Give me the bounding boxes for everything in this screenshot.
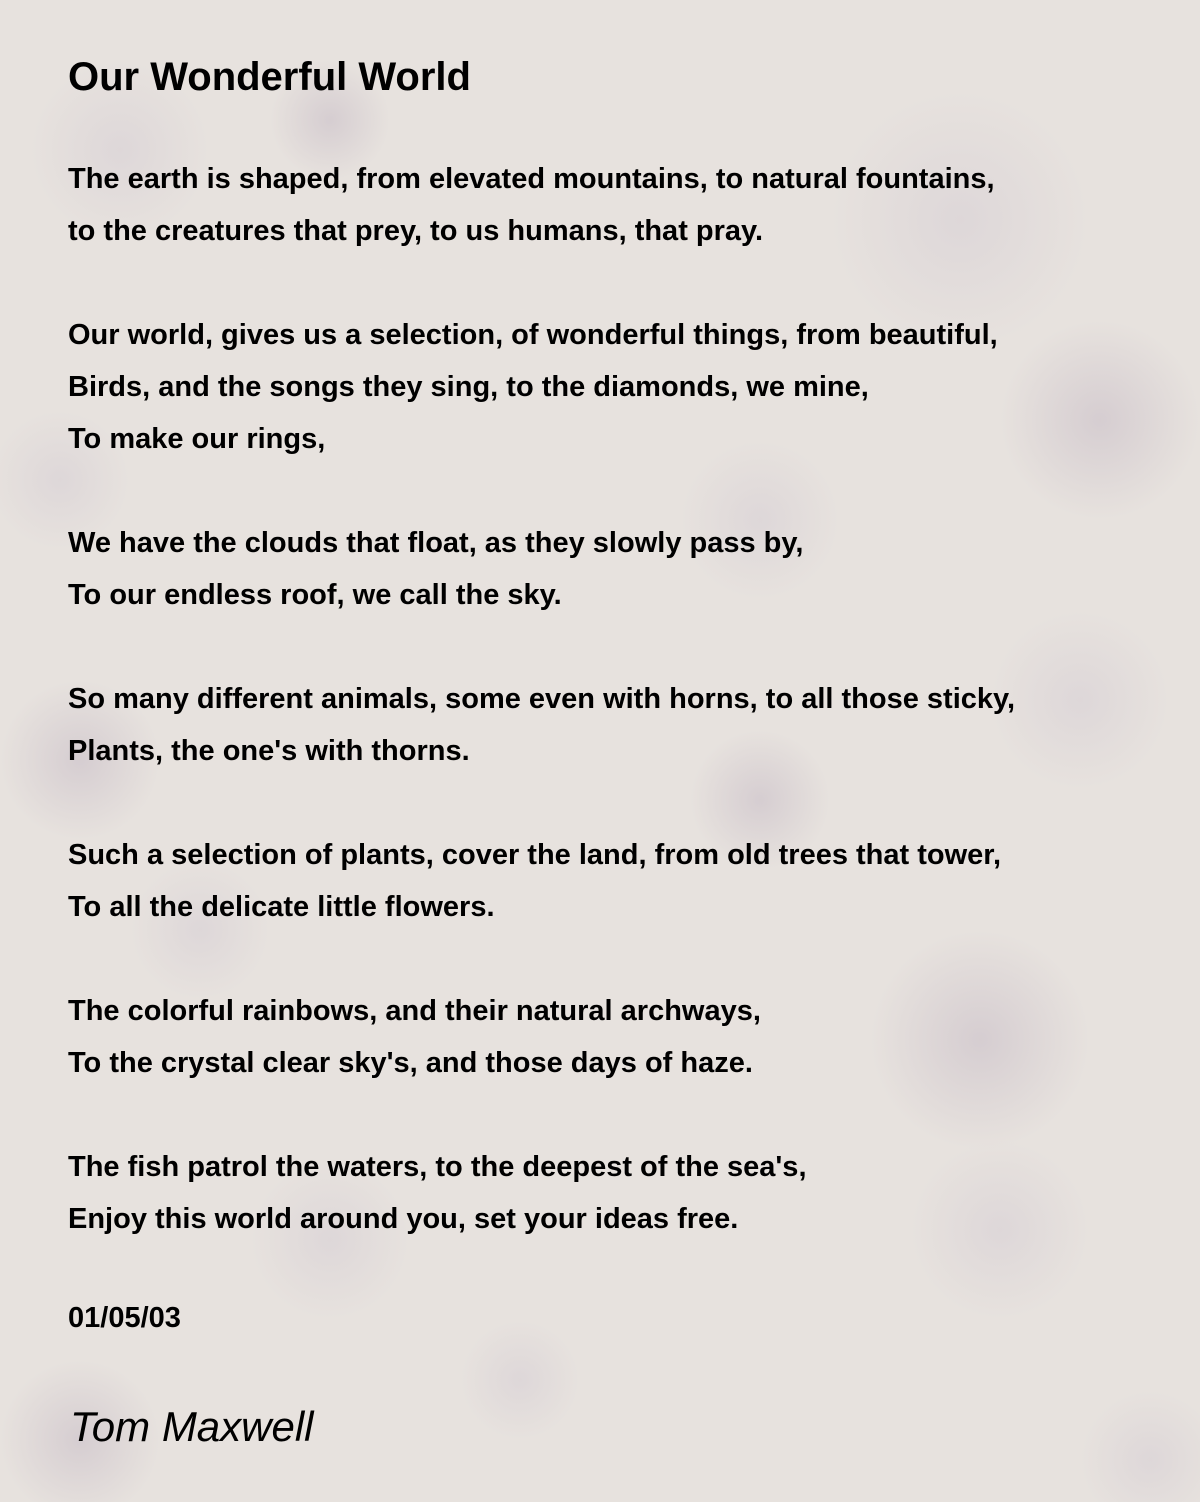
poem-line: To our endless roof, we call the sky.: [68, 579, 562, 611]
poem-stanza-7: [68, 1141, 1168, 1245]
poem-title: Our Wonderful World: [68, 55, 471, 99]
poem-author: Tom Maxwell: [70, 1403, 314, 1450]
poem-stanza-5: [68, 829, 1168, 933]
poem-line: The colorful rainbows, and their natural archways,: [68, 995, 761, 1027]
poem-body: [68, 153, 1168, 1297]
poem-line: The fish patrol the waters, to the deepest of the sea's,: [68, 1151, 807, 1183]
poem-stanza-4: [68, 673, 1168, 777]
poem-line: To make our rings,: [68, 423, 326, 455]
poem-stanza-3: [68, 517, 1168, 621]
poem-stanza-1: [68, 153, 1168, 257]
poem-line: Birds, and the songs they sing, to the diamonds, we mine,: [68, 371, 869, 403]
poem-line: Such a selection of plants, cover the land, from old trees that tower,: [68, 839, 1002, 871]
poem-line: Enjoy this world around you, set your ideas free.: [68, 1203, 739, 1235]
poem-stanza-6: [68, 985, 1168, 1089]
poem-line: We have the clouds that float, as they slowly pass by,: [68, 527, 804, 559]
poem-line: Plants, the one's with thorns.: [68, 735, 470, 767]
poem-date: 01/05/03: [68, 1302, 181, 1334]
poem-line: to the creatures that prey, to us humans, that pray.: [68, 215, 764, 247]
poem-line: The earth is shaped, from elevated mountains, to natural fountains,: [68, 163, 995, 195]
poem-line: Our world, gives us a selection, of wonderful things, from beautiful,: [68, 319, 998, 351]
poem-stanza-2: [68, 309, 1168, 465]
poem-line: To the crystal clear sky's, and those days of haze.: [68, 1047, 753, 1079]
poem-line: So many different animals, some even with horns, to all those sticky,: [68, 683, 1016, 715]
poem-line: To all the delicate little flowers.: [68, 891, 495, 923]
